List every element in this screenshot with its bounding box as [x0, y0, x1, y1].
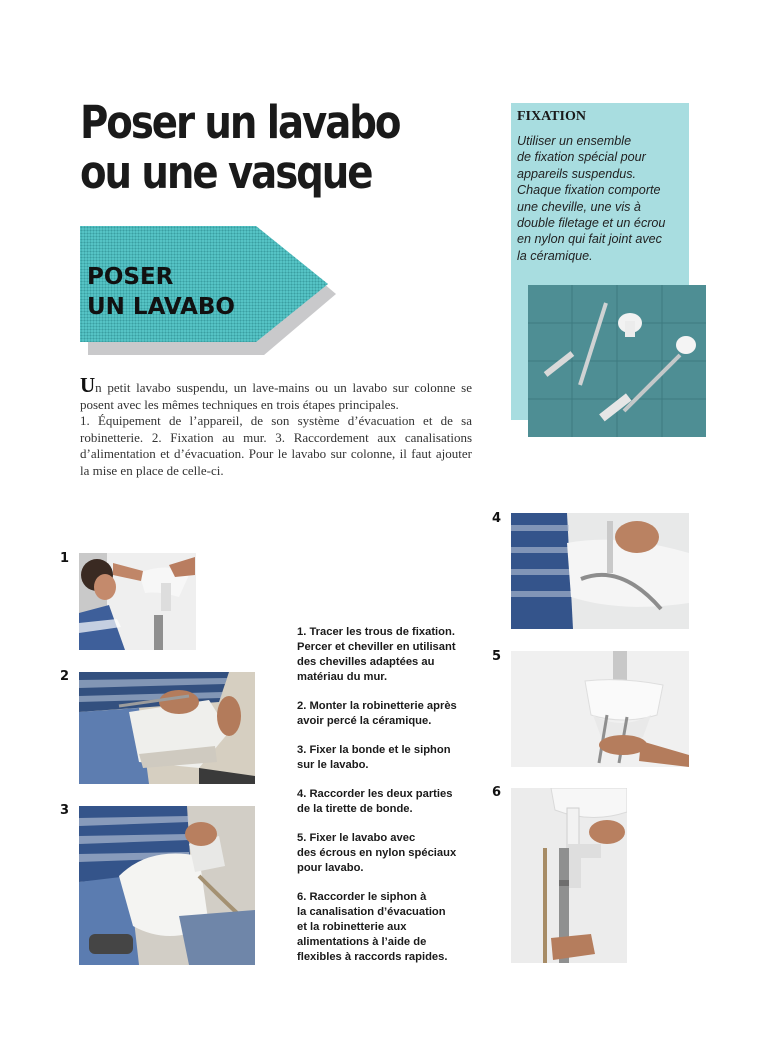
sidebar-line: double filetage et un écrou [517, 216, 666, 231]
step-6-line: 6. Raccorder le siphon à [297, 891, 427, 903]
step-2-line: 2. Monter la robinetterie après [297, 700, 457, 712]
sidebar-text [517, 133, 685, 264]
step-1-line: des chevilles adaptées au [297, 656, 435, 668]
step-1-line: 1. Tracer les trous de fixation. [297, 626, 455, 638]
step-item-6 [297, 890, 477, 965]
sidebar-line: Chaque fixation comporte [517, 183, 661, 198]
photo-number-6: 6 [492, 785, 502, 800]
section-heading [87, 262, 235, 322]
step-item-4 [297, 787, 477, 817]
photo-number-2: 2 [60, 669, 70, 684]
sidebar-line: Utiliser un ensemble [517, 134, 632, 148]
sidebar-line: la céramique. [517, 248, 593, 263]
step-2-photo [79, 672, 255, 784]
photo-number-4: 4 [492, 511, 502, 526]
step-1-line: matériau du mur. [297, 671, 388, 683]
step-2-line: avoir percé la céramique. [297, 715, 432, 727]
step-5-line: 5. Fixer le lavabo avec [297, 832, 416, 844]
step-1-photo [79, 553, 196, 650]
title-line-2: ou une vasque [80, 146, 372, 199]
step-4-photo [511, 513, 689, 629]
intro-paragraph-2: 1. Équipement de l’appareil, de son système d’évacuation et de sa robinetterie. 2. Fixation au mur. 3. Raccordement aux canalisations d’alimentation et d’évacuation. Pour le lavabo sur colonne, il faut ajouter la mise en place de celle-ci. [80, 413, 472, 478]
drop-cap: U [80, 373, 96, 397]
section-heading-line-2: UN LAVABO [87, 294, 235, 320]
fixation-kit-photo [528, 285, 706, 437]
step-3-line: sur le lavabo. [297, 759, 369, 771]
intro-paragraph-1-text: n petit lavabo suspendu, un lave-mains ou un lavabo sur colonne se posent avec les mêmes techniques en trois étapes principales. [80, 380, 472, 412]
photo-number-5: 5 [492, 649, 502, 664]
step-3-line: 3. Fixer la bonde et le siphon [297, 744, 451, 756]
photo-number-1: 1 [60, 551, 70, 566]
intro-paragraph-1 [80, 373, 472, 413]
step-6-line: alimentations à l’aide de [297, 936, 427, 948]
page-title [80, 98, 399, 198]
step-6-line: la canalisation d’évacuation [297, 906, 446, 918]
step-4-line: de la tirette de bonde. [297, 803, 413, 815]
sidebar-line: en nylon qui fait joint avec [517, 232, 662, 247]
section-heading-line-1: POSER [87, 264, 174, 290]
step-item-2 [297, 699, 477, 729]
step-6-line: et la robinetterie aux [297, 921, 407, 933]
step-5-line: pour lavabo. [297, 862, 364, 874]
step-5-line: des écrous en nylon spéciaux [297, 847, 457, 859]
sidebar-line: de fixation spécial pour [517, 150, 646, 165]
step-item-1 [297, 625, 477, 685]
step-1-line: Percer et cheviller en utilisant [297, 641, 456, 653]
step-6-line: flexibles à raccords rapides. [297, 951, 448, 963]
step-3-photo [79, 806, 255, 965]
photo-number-3: 3 [60, 803, 70, 818]
sidebar-line: une cheville, une vis à [517, 199, 641, 214]
step-4-line: 4. Raccorder les deux parties [297, 788, 453, 800]
title-line-1: Poser un lavabo [80, 96, 400, 149]
step-6-photo [511, 788, 627, 963]
sidebar-title: FIXATION [517, 109, 586, 124]
intro-text [80, 373, 472, 479]
step-5-photo [511, 651, 689, 767]
step-item-5 [297, 831, 477, 876]
sidebar-line: appareils suspendus. [517, 166, 637, 181]
step-instructions [297, 625, 477, 979]
step-item-3 [297, 743, 477, 773]
